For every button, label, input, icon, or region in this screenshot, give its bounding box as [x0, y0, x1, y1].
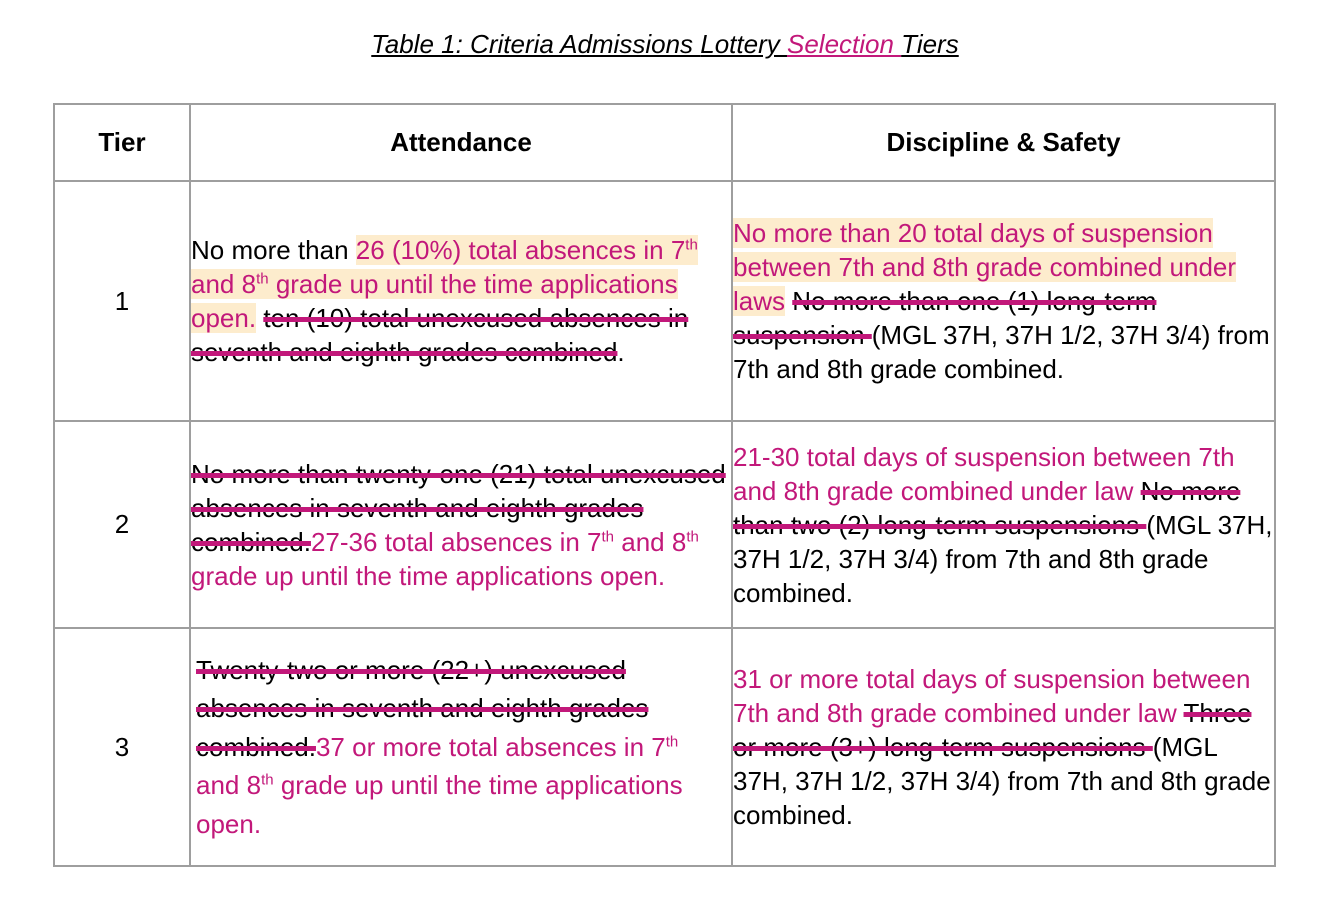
spacer: [1177, 698, 1184, 728]
tier-number: 2: [54, 421, 190, 628]
attendance-inserted-part: 26 (10%) total absences in 7: [355, 235, 686, 265]
attendance-cell: [190, 628, 732, 866]
ordinal-suffix: th: [665, 733, 679, 751]
header-attendance: Attendance: [190, 104, 732, 181]
discipline-inserted: No more than 20 total days of suspension between 7th and 8th grade combined under laws: [733, 218, 1237, 316]
discipline-text: (MGL 37H, 37H 1/2, 37H 3/4) from 7th and 8th grade combined.: [733, 732, 1271, 830]
attendance-cell: [190, 181, 732, 421]
discipline-deleted: No more than two (2) long-term suspensions: [733, 475, 1241, 540]
attendance-inserted-part: 27-36 total absences in 7: [310, 526, 602, 557]
spacer: [1133, 476, 1140, 506]
ordinal-suffix: th: [601, 527, 615, 545]
ordinal-suffix: th: [261, 771, 274, 789]
criteria-table: [53, 103, 1276, 867]
table-row: [54, 421, 1275, 628]
attendance-inserted-part: 37 or more total absences in 7: [315, 731, 666, 762]
caption-deleted-word: Lottery: [700, 29, 787, 59]
caption-inserted-word: Selection: [786, 29, 902, 59]
caption-suffix: Tiers: [901, 29, 959, 59]
header-tier: Tier: [54, 104, 190, 181]
attendance-inserted-part: grade up until the time applications open.: [191, 269, 678, 333]
header-discipline: Discipline & Safety: [732, 104, 1275, 181]
ordinal-suffix: th: [256, 270, 269, 288]
attendance-inserted-part: and 8: [191, 269, 257, 299]
attendance-deleted: ten (10) total unexcused absences in seventh and eighth grades combined: [191, 303, 689, 367]
attendance-inserted-part: grade up until the time applications open.: [196, 770, 683, 839]
tier-number: 1: [54, 181, 190, 421]
attendance-period: .: [617, 337, 625, 367]
discipline-cell: [732, 421, 1275, 628]
table-row: [54, 628, 1275, 866]
attendance-text: No more than: [191, 235, 356, 265]
ordinal-suffix: th: [686, 527, 699, 545]
discipline-deleted: No more than one (1) long-term suspension: [733, 286, 1157, 350]
discipline-cell: [732, 628, 1275, 866]
attendance-cell: [190, 421, 732, 628]
attendance-deleted: Twenty-two or more (22+) unexcused absences in seventh and eighth grades combined.: [196, 654, 649, 762]
attendance-deleted: No more than twenty-one (21) total unexcused absences in seventh and eighth grades combined.: [191, 458, 726, 557]
attendance-inserted-part: grade up until the time applications open.: [191, 560, 666, 591]
discipline-deleted: Three or more (3+) long-term suspensions: [733, 698, 1252, 762]
caption-prefix: Table 1: Criteria Admissions: [371, 29, 701, 59]
attendance-inserted-part: and 8: [196, 770, 262, 801]
discipline-inserted: 31 or more total days of suspension between 7th and 8th grade combined under law: [733, 664, 1251, 728]
discipline-inserted: 21-30 total days of suspension between 7th and 8th grade combined under law: [733, 441, 1235, 506]
tier-number: 3: [54, 628, 190, 866]
discipline-cell: [732, 181, 1275, 421]
ordinal-suffix: th: [685, 236, 698, 254]
attendance-inserted-part: and 8: [614, 526, 687, 557]
table-row: [54, 181, 1275, 421]
discipline-text: (MGL 37H, 37H 1/2, 37H 3/4) from 7th and 8th grade combined.: [733, 320, 1270, 384]
table-caption: [0, 26, 1330, 62]
discipline-text: (MGL 37H, 37H 1/2, 37H 3/4) from 7th and 8th grade combined.: [733, 509, 1273, 608]
header-row: [54, 104, 1275, 181]
